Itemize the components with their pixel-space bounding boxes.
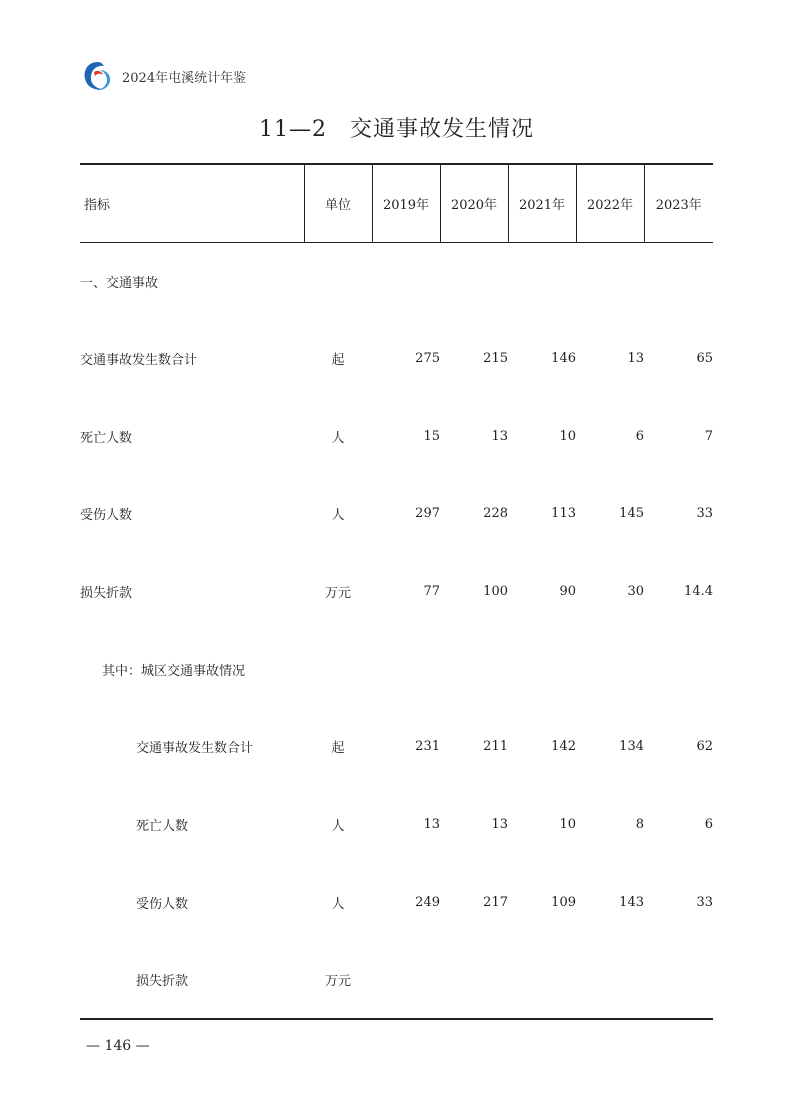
value-cell: 6 [704,817,713,833]
value-cell: 6 [635,428,644,444]
unit-cell: 人 [331,430,345,446]
yearbook-title: 2024年屯溪统计年鉴 [122,70,247,86]
value-cell [440,242,508,320]
value-cell [440,941,508,1019]
indicator-cell: 受伤人数 [80,508,133,524]
value-cell: 90 [559,584,576,600]
value-cell: 297 [415,506,440,522]
table-row [80,630,713,708]
value-cell [508,242,576,320]
value-cell [372,941,440,1019]
value-cell: 113 [551,506,576,522]
indicator-cell: 死亡人数 [80,430,133,446]
value-cell: 14.4 [684,584,713,600]
value-cell: 13 [627,351,644,367]
indicator-cell: 一、交通事故 [80,275,159,291]
column-header-2021: 2021年 [508,164,576,242]
value-cell: 13 [491,428,508,444]
value-cell: 33 [696,506,713,522]
value-cell: 134 [619,739,644,755]
value-cell [576,242,644,320]
page-header [80,58,246,94]
value-cell: 77 [423,584,440,600]
unit-cell: 人 [331,896,345,912]
table-header-row [80,164,713,242]
indicator-cell: 损失折款 [80,586,133,602]
value-cell: 13 [423,817,440,833]
table-title: 11—2 交通事故发生情况 [259,117,534,142]
value-cell: 275 [415,351,440,367]
indicator-cell: 交通事故发生数合计 [136,741,254,757]
column-header-unit: 单位 [304,164,372,242]
value-cell: 215 [483,351,508,367]
value-cell: 228 [483,506,508,522]
value-cell: 249 [415,894,440,910]
column-header-indicator: 指标 [80,164,304,242]
value-cell [576,941,644,1019]
unit-cell [304,242,372,320]
unit-cell: 万元 [304,941,372,1019]
value-cell [644,242,713,320]
value-cell: 143 [619,894,644,910]
unit-cell: 起 [331,741,345,757]
table-row [80,397,713,475]
value-cell: 33 [696,894,713,910]
value-cell: 146 [551,351,576,367]
value-cell [508,630,576,708]
table-row [80,242,713,320]
indicator-cell: 其中：城区交通事故情况 [102,663,246,679]
value-cell: 65 [696,351,713,367]
value-cell: 142 [551,739,576,755]
column-header-2019: 2019年 [372,164,440,242]
value-cell: 62 [696,739,713,755]
unit-cell [304,630,372,708]
unit-cell: 人 [331,508,345,524]
table-body [80,242,713,1019]
value-cell: 10 [559,817,576,833]
value-cell [372,630,440,708]
value-cell: 231 [415,739,440,755]
value-cell: 30 [627,584,644,600]
value-cell [372,242,440,320]
indicator-cell: 死亡人数 [136,819,189,835]
value-cell: 145 [619,506,644,522]
unit-cell: 人 [331,819,345,835]
indicator-cell: 交通事故发生数合计 [80,353,198,369]
value-cell: 100 [483,584,508,600]
value-cell: 109 [551,894,576,910]
table-row [80,708,713,786]
value-cell: 7 [704,428,713,444]
column-header-2020: 2020年 [440,164,508,242]
value-cell: 13 [491,817,508,833]
yearbook-logo-icon [80,58,116,94]
table-row [80,553,713,631]
value-cell: 8 [635,817,644,833]
value-cell [440,630,508,708]
value-cell: 211 [483,739,508,755]
column-header-2022: 2022年 [576,164,644,242]
unit-cell: 万元 [324,586,351,602]
statistics-table [80,163,713,1020]
table-row [80,475,713,553]
indicator-cell: 受伤人数 [136,896,189,912]
table-row [80,320,713,398]
table-row [80,786,713,864]
value-cell [644,630,713,708]
value-cell: 15 [423,428,440,444]
value-cell: 10 [559,428,576,444]
table-row [80,864,713,942]
value-cell [576,630,644,708]
unit-cell: 起 [331,353,345,369]
value-cell: 217 [483,894,508,910]
page-number: — 146 — [86,1038,150,1054]
value-cell [508,941,576,1019]
table-row [80,941,713,1019]
value-cell [644,941,713,1019]
column-header-2023: 2023年 [644,164,713,242]
indicator-cell: 损失折款 [80,941,304,1019]
